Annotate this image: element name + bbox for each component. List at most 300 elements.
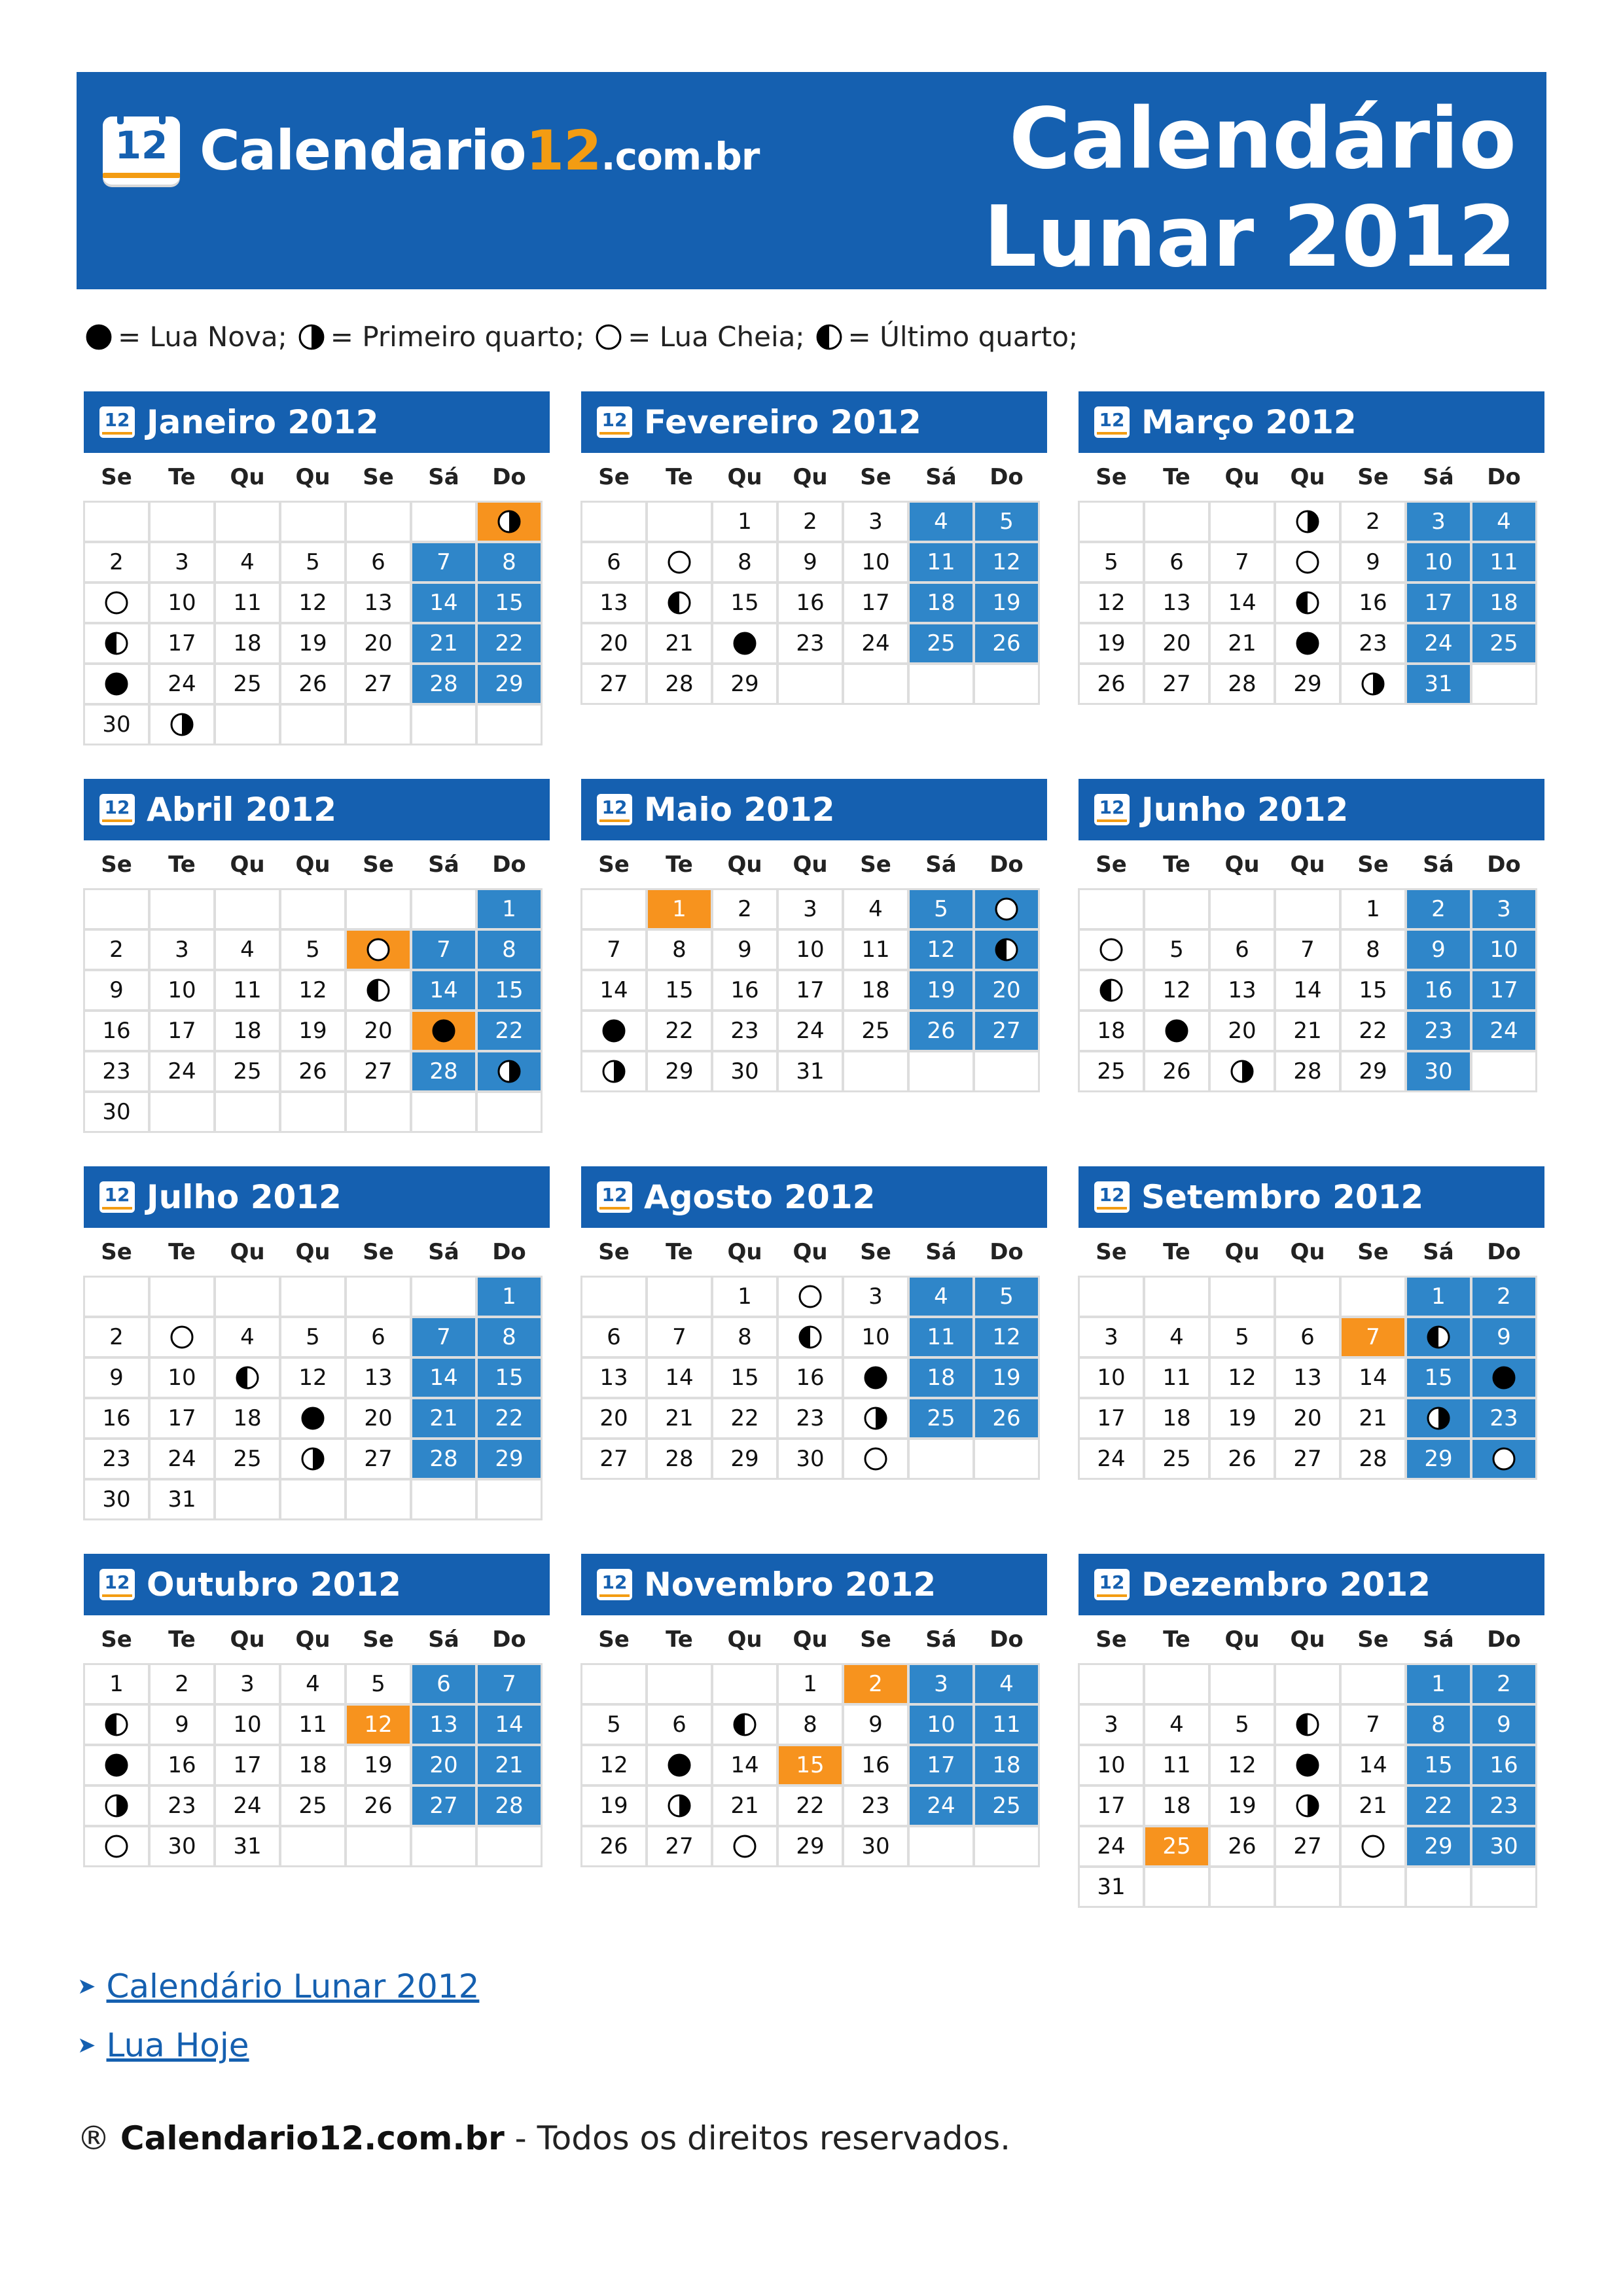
day-cell[interactable]: 3	[1080, 1318, 1143, 1356]
day-cell[interactable]: 7	[1342, 1706, 1404, 1744]
day-cell[interactable]: 29	[713, 665, 776, 703]
day-cell[interactable]: 4	[975, 1665, 1038, 1703]
day-cell[interactable]: 12	[281, 1359, 344, 1397]
day-cell[interactable]: 10	[910, 1706, 972, 1744]
day-cell[interactable]: 5	[281, 543, 344, 581]
day-cell[interactable]: 9	[1407, 931, 1470, 969]
day-cell[interactable]: 19	[1211, 1399, 1274, 1437]
day-cell[interactable]: 20	[582, 624, 645, 662]
day-cell[interactable]: 1	[478, 890, 541, 928]
day-cell[interactable]: 19	[582, 1787, 645, 1825]
day-cell[interactable]: 15	[713, 584, 776, 622]
day-cell[interactable]: 22	[648, 1012, 711, 1050]
day-cell[interactable]: 19	[1080, 624, 1143, 662]
day-cell[interactable]: 20	[975, 971, 1038, 1009]
day-cell[interactable]: 1	[648, 890, 711, 928]
day-cell[interactable]: 15	[478, 1359, 541, 1397]
day-cell[interactable]: 23	[1407, 1012, 1470, 1050]
day-cell[interactable]: 27	[347, 1440, 410, 1478]
day-cell[interactable]: 16	[779, 584, 842, 622]
day-cell[interactable]: 12	[281, 584, 344, 622]
day-cell[interactable]	[713, 624, 776, 662]
day-cell[interactable]: 25	[1080, 1052, 1143, 1090]
day-cell[interactable]: 18	[1472, 584, 1535, 622]
day-cell[interactable]: 12	[582, 1746, 645, 1784]
day-cell[interactable]	[1276, 1706, 1339, 1744]
day-cell[interactable]: 21	[1276, 1012, 1339, 1050]
day-cell[interactable]: 27	[1145, 665, 1208, 703]
day-cell[interactable]: 7	[582, 931, 645, 969]
day-cell[interactable]: 11	[975, 1706, 1038, 1744]
day-cell[interactable]	[648, 584, 711, 622]
day-cell[interactable]	[281, 1440, 344, 1478]
day-cell[interactable]: 17	[844, 584, 907, 622]
day-cell[interactable]	[975, 890, 1038, 928]
day-cell[interactable]: 26	[910, 1012, 972, 1050]
day-cell[interactable]: 2	[1472, 1278, 1535, 1316]
day-cell[interactable]: 25	[1145, 1440, 1208, 1478]
day-cell[interactable]: 10	[1080, 1359, 1143, 1397]
day-cell[interactable]: 9	[713, 931, 776, 969]
day-cell[interactable]: 20	[347, 1012, 410, 1050]
day-cell[interactable]	[85, 1706, 148, 1744]
day-cell[interactable]: 25	[975, 1787, 1038, 1825]
day-cell[interactable]: 22	[1342, 1012, 1404, 1050]
day-cell[interactable]: 23	[1342, 624, 1404, 662]
day-cell[interactable]: 28	[648, 665, 711, 703]
day-cell[interactable]	[1276, 624, 1339, 662]
day-cell[interactable]: 4	[1472, 503, 1535, 541]
day-cell[interactable]: 9	[779, 543, 842, 581]
day-cell[interactable]: 2	[1342, 503, 1404, 541]
day-cell[interactable]: 6	[582, 543, 645, 581]
day-cell[interactable]: 16	[1407, 971, 1470, 1009]
day-cell[interactable]: 23	[713, 1012, 776, 1050]
day-cell[interactable]: 18	[1145, 1787, 1208, 1825]
day-cell[interactable]: 8	[478, 931, 541, 969]
day-cell[interactable]	[1407, 1399, 1470, 1437]
day-cell[interactable]: 26	[1211, 1440, 1274, 1478]
day-cell[interactable]: 10	[844, 543, 907, 581]
day-cell[interactable]: 3	[1080, 1706, 1143, 1744]
day-cell[interactable]: 11	[1145, 1359, 1208, 1397]
day-cell[interactable]: 16	[1472, 1746, 1535, 1784]
day-cell[interactable]: 14	[412, 584, 475, 622]
day-cell[interactable]: 16	[1342, 584, 1404, 622]
day-cell[interactable]: 5	[975, 503, 1038, 541]
day-cell[interactable]: 20	[347, 1399, 410, 1437]
day-cell[interactable]: 9	[85, 971, 148, 1009]
day-cell[interactable]: 5	[1211, 1706, 1274, 1744]
day-cell[interactable]: 19	[910, 971, 972, 1009]
day-cell[interactable]: 12	[975, 1318, 1038, 1356]
day-cell[interactable]: 19	[975, 584, 1038, 622]
day-cell[interactable]: 14	[713, 1746, 776, 1784]
day-cell[interactable]: 5	[1145, 931, 1208, 969]
day-cell[interactable]: 22	[779, 1787, 842, 1825]
day-cell[interactable]: 16	[85, 1399, 148, 1437]
day-cell[interactable]: 24	[1080, 1440, 1143, 1478]
day-cell[interactable]: 21	[1342, 1787, 1404, 1825]
day-cell[interactable]: 26	[1145, 1052, 1208, 1090]
day-cell[interactable]	[779, 1318, 842, 1356]
day-cell[interactable]: 21	[412, 624, 475, 662]
day-cell[interactable]: 14	[1276, 971, 1339, 1009]
day-cell[interactable]: 1	[713, 1278, 776, 1316]
day-cell[interactable]	[1472, 1359, 1535, 1397]
day-cell[interactable]: 24	[1407, 624, 1470, 662]
day-cell[interactable]: 22	[478, 624, 541, 662]
day-cell[interactable]: 28	[478, 1787, 541, 1825]
day-cell[interactable]: 11	[216, 971, 279, 1009]
day-cell[interactable]: 3	[844, 1278, 907, 1316]
day-cell[interactable]: 17	[1472, 971, 1535, 1009]
day-cell[interactable]: 17	[1407, 584, 1470, 622]
day-cell[interactable]: 1	[1407, 1665, 1470, 1703]
day-cell[interactable]	[779, 1278, 842, 1316]
day-cell[interactable]: 24	[151, 1052, 213, 1090]
day-cell[interactable]: 15	[1342, 971, 1404, 1009]
day-cell[interactable]: 9	[1472, 1318, 1535, 1356]
day-cell[interactable]	[478, 1052, 541, 1090]
day-cell[interactable]: 30	[151, 1827, 213, 1865]
day-cell[interactable]: 15	[1407, 1359, 1470, 1397]
day-cell[interactable]: 18	[216, 1012, 279, 1050]
day-cell[interactable]: 30	[85, 1480, 148, 1518]
day-cell[interactable]: 11	[844, 931, 907, 969]
day-cell[interactable]: 5	[281, 1318, 344, 1356]
day-cell[interactable]: 21	[1211, 624, 1274, 662]
day-cell[interactable]: 26	[975, 624, 1038, 662]
day-cell[interactable]: 2	[779, 503, 842, 541]
day-cell[interactable]: 23	[151, 1787, 213, 1825]
day-cell[interactable]: 27	[582, 1440, 645, 1478]
day-cell[interactable]: 9	[1342, 543, 1404, 581]
day-cell[interactable]: 27	[1276, 1440, 1339, 1478]
day-cell[interactable]: 21	[412, 1399, 475, 1437]
day-cell[interactable]	[844, 1359, 907, 1397]
day-cell[interactable]: 9	[85, 1359, 148, 1397]
day-cell[interactable]	[151, 1318, 213, 1356]
day-cell[interactable]: 12	[910, 931, 972, 969]
day-cell[interactable]: 29	[779, 1827, 842, 1865]
day-cell[interactable]: 25	[216, 665, 279, 703]
day-cell[interactable]: 30	[713, 1052, 776, 1090]
day-cell[interactable]: 14	[412, 1359, 475, 1397]
day-cell[interactable]: 10	[1080, 1746, 1143, 1784]
day-cell[interactable]: 19	[347, 1746, 410, 1784]
day-cell[interactable]: 4	[1145, 1706, 1208, 1744]
day-cell[interactable]: 8	[1342, 931, 1404, 969]
day-cell[interactable]: 28	[412, 1052, 475, 1090]
day-cell[interactable]: 5	[1211, 1318, 1274, 1356]
day-cell[interactable]: 6	[582, 1318, 645, 1356]
day-cell[interactable]: 23	[1472, 1399, 1535, 1437]
day-cell[interactable]: 20	[347, 624, 410, 662]
day-cell[interactable]: 29	[1407, 1440, 1470, 1478]
day-cell[interactable]: 8	[713, 1318, 776, 1356]
day-cell[interactable]: 12	[975, 543, 1038, 581]
day-cell[interactable]: 25	[844, 1012, 907, 1050]
day-cell[interactable]: 15	[1407, 1746, 1470, 1784]
day-cell[interactable]: 24	[151, 1440, 213, 1478]
day-cell[interactable]: 1	[1342, 890, 1404, 928]
day-cell[interactable]: 1	[1407, 1278, 1470, 1316]
day-cell[interactable]: 3	[1407, 503, 1470, 541]
day-cell[interactable]	[1407, 1318, 1470, 1356]
day-cell[interactable]: 8	[713, 543, 776, 581]
day-cell[interactable]: 2	[844, 1665, 907, 1703]
day-cell[interactable]	[648, 543, 711, 581]
day-cell[interactable]: 13	[1276, 1359, 1339, 1397]
day-cell[interactable]: 15	[478, 584, 541, 622]
day-cell[interactable]: 16	[844, 1746, 907, 1784]
day-cell[interactable]: 10	[779, 931, 842, 969]
day-cell[interactable]: 14	[582, 971, 645, 1009]
day-cell[interactable]	[1145, 1012, 1208, 1050]
day-cell[interactable]: 19	[1211, 1787, 1274, 1825]
day-cell[interactable]: 29	[1276, 665, 1339, 703]
day-cell[interactable]: 23	[779, 624, 842, 662]
day-cell[interactable]: 29	[478, 665, 541, 703]
day-cell[interactable]: 5	[347, 1665, 410, 1703]
day-cell[interactable]: 24	[844, 624, 907, 662]
day-cell[interactable]: 2	[1407, 890, 1470, 928]
day-cell[interactable]: 27	[347, 1052, 410, 1090]
site-logo[interactable]	[103, 111, 759, 190]
day-cell[interactable]: 9	[844, 1706, 907, 1744]
day-cell[interactable]	[478, 503, 541, 541]
day-cell[interactable]: 21	[713, 1787, 776, 1825]
day-cell[interactable]	[151, 706, 213, 744]
day-cell[interactable]: 24	[910, 1787, 972, 1825]
day-cell[interactable]: 3	[910, 1665, 972, 1703]
day-cell[interactable]: 23	[85, 1440, 148, 1478]
day-cell[interactable]: 4	[216, 543, 279, 581]
day-cell[interactable]: 12	[281, 971, 344, 1009]
day-cell[interactable]: 13	[412, 1706, 475, 1744]
day-cell[interactable]: 18	[910, 1359, 972, 1397]
day-cell[interactable]: 28	[1342, 1440, 1404, 1478]
day-cell[interactable]: 22	[1407, 1787, 1470, 1825]
day-cell[interactable]: 29	[478, 1440, 541, 1478]
day-cell[interactable]: 5	[1080, 543, 1143, 581]
day-cell[interactable]	[281, 1399, 344, 1437]
day-cell[interactable]: 24	[151, 665, 213, 703]
day-cell[interactable]	[1276, 503, 1339, 541]
day-cell[interactable]: 4	[216, 931, 279, 969]
day-cell[interactable]: 10	[844, 1318, 907, 1356]
day-cell[interactable]: 16	[85, 1012, 148, 1050]
day-cell[interactable]	[648, 1746, 711, 1784]
day-cell[interactable]: 26	[1080, 665, 1143, 703]
day-cell[interactable]: 1	[779, 1665, 842, 1703]
day-cell[interactable]: 17	[1080, 1399, 1143, 1437]
day-cell[interactable]: 13	[582, 584, 645, 622]
day-cell[interactable]	[1276, 1787, 1339, 1825]
day-cell[interactable]: 7	[1276, 931, 1339, 969]
day-cell[interactable]: 31	[1407, 665, 1470, 703]
day-cell[interactable]: 6	[347, 543, 410, 581]
day-cell[interactable]: 21	[1342, 1399, 1404, 1437]
day-cell[interactable]: 4	[910, 503, 972, 541]
day-cell[interactable]	[85, 665, 148, 703]
day-cell[interactable]: 2	[85, 931, 148, 969]
day-cell[interactable]: 15	[713, 1359, 776, 1397]
day-cell[interactable]: 31	[151, 1480, 213, 1518]
day-cell[interactable]: 2	[85, 543, 148, 581]
day-cell[interactable]: 17	[779, 971, 842, 1009]
day-cell[interactable]: 26	[347, 1787, 410, 1825]
day-cell[interactable]: 23	[844, 1787, 907, 1825]
day-cell[interactable]: 13	[1211, 971, 1274, 1009]
day-cell[interactable]: 9	[151, 1706, 213, 1744]
day-cell[interactable]: 11	[910, 543, 972, 581]
day-cell[interactable]	[975, 931, 1038, 969]
day-cell[interactable]: 16	[151, 1746, 213, 1784]
day-cell[interactable]: 25	[1145, 1827, 1208, 1865]
day-cell[interactable]: 4	[281, 1665, 344, 1703]
day-cell[interactable]: 1	[85, 1665, 148, 1703]
day-cell[interactable]: 3	[151, 543, 213, 581]
day-cell[interactable]: 2	[713, 890, 776, 928]
day-cell[interactable]: 11	[216, 584, 279, 622]
day-cell[interactable]: 12	[1211, 1746, 1274, 1784]
day-cell[interactable]: 24	[216, 1787, 279, 1825]
day-cell[interactable]: 10	[151, 1359, 213, 1397]
day-cell[interactable]: 17	[151, 1012, 213, 1050]
day-cell[interactable]: 12	[1145, 971, 1208, 1009]
day-cell[interactable]: 26	[975, 1399, 1038, 1437]
day-cell[interactable]: 4	[844, 890, 907, 928]
day-cell[interactable]: 22	[478, 1012, 541, 1050]
day-cell[interactable]: 29	[1407, 1827, 1470, 1865]
day-cell[interactable]: 14	[1342, 1359, 1404, 1397]
day-cell[interactable]: 26	[281, 665, 344, 703]
day-cell[interactable]: 7	[412, 931, 475, 969]
day-cell[interactable]: 15	[779, 1746, 842, 1784]
link-calendario-lunar[interactable]: Calendário Lunar 2012	[106, 1967, 480, 2005]
day-cell[interactable]	[713, 1706, 776, 1744]
day-cell[interactable]: 11	[910, 1318, 972, 1356]
day-cell[interactable]: 17	[1080, 1787, 1143, 1825]
day-cell[interactable]: 1	[478, 1278, 541, 1316]
day-cell[interactable]: 31	[779, 1052, 842, 1090]
day-cell[interactable]: 7	[412, 1318, 475, 1356]
day-cell[interactable]: 27	[347, 665, 410, 703]
day-cell[interactable]: 19	[281, 1012, 344, 1050]
day-cell[interactable]	[1342, 665, 1404, 703]
day-cell[interactable]: 12	[347, 1706, 410, 1744]
day-cell[interactable]: 20	[1276, 1399, 1339, 1437]
day-cell[interactable]: 21	[478, 1746, 541, 1784]
day-cell[interactable]: 23	[779, 1399, 842, 1437]
day-cell[interactable]: 18	[281, 1746, 344, 1784]
day-cell[interactable]: 27	[412, 1787, 475, 1825]
day-cell[interactable]	[347, 971, 410, 1009]
day-cell[interactable]	[1342, 1827, 1404, 1865]
day-cell[interactable]: 29	[1342, 1052, 1404, 1090]
day-cell[interactable]	[347, 931, 410, 969]
day-cell[interactable]: 5	[910, 890, 972, 928]
day-cell[interactable]: 10	[1472, 931, 1535, 969]
day-cell[interactable]	[85, 584, 148, 622]
day-cell[interactable]: 23	[85, 1052, 148, 1090]
day-cell[interactable]: 22	[478, 1399, 541, 1437]
day-cell[interactable]: 7	[1342, 1318, 1404, 1356]
day-cell[interactable]: 11	[1472, 543, 1535, 581]
day-cell[interactable]: 7	[1211, 543, 1274, 581]
day-cell[interactable]: 30	[844, 1827, 907, 1865]
day-cell[interactable]: 5	[281, 931, 344, 969]
day-cell[interactable]: 15	[648, 971, 711, 1009]
day-cell[interactable]: 8	[648, 931, 711, 969]
day-cell[interactable]: 8	[478, 543, 541, 581]
day-cell[interactable]: 28	[412, 1440, 475, 1478]
day-cell[interactable]: 28	[1211, 665, 1274, 703]
day-cell[interactable]: 14	[1211, 584, 1274, 622]
day-cell[interactable]: 24	[1472, 1012, 1535, 1050]
day-cell[interactable]: 25	[910, 624, 972, 662]
day-cell[interactable]: 20	[582, 1399, 645, 1437]
day-cell[interactable]: 14	[648, 1359, 711, 1397]
day-cell[interactable]: 18	[910, 584, 972, 622]
day-cell[interactable]: 28	[412, 665, 475, 703]
day-cell[interactable]: 27	[1276, 1827, 1339, 1865]
day-cell[interactable]: 1	[713, 503, 776, 541]
day-cell[interactable]: 18	[1145, 1399, 1208, 1437]
day-cell[interactable]: 10	[151, 584, 213, 622]
day-cell[interactable]: 6	[1276, 1318, 1339, 1356]
day-cell[interactable]: 3	[844, 503, 907, 541]
day-cell[interactable]: 19	[281, 624, 344, 662]
day-cell[interactable]	[648, 1787, 711, 1825]
day-cell[interactable]: 17	[151, 1399, 213, 1437]
day-cell[interactable]	[1276, 584, 1339, 622]
day-cell[interactable]: 5	[975, 1278, 1038, 1316]
day-cell[interactable]: 29	[648, 1052, 711, 1090]
day-cell[interactable]: 18	[975, 1746, 1038, 1784]
day-cell[interactable]	[85, 1746, 148, 1784]
day-cell[interactable]: 6	[1145, 543, 1208, 581]
day-cell[interactable]: 8	[1407, 1706, 1470, 1744]
day-cell[interactable]: 11	[281, 1706, 344, 1744]
day-cell[interactable]: 30	[1472, 1827, 1535, 1865]
day-cell[interactable]: 22	[713, 1399, 776, 1437]
day-cell[interactable]	[582, 1052, 645, 1090]
day-cell[interactable]: 21	[648, 624, 711, 662]
day-cell[interactable]: 7	[648, 1318, 711, 1356]
day-cell[interactable]: 4	[910, 1278, 972, 1316]
day-cell[interactable]: 10	[1407, 543, 1470, 581]
day-cell[interactable]: 27	[975, 1012, 1038, 1050]
day-cell[interactable]: 7	[412, 543, 475, 581]
day-cell[interactable]: 28	[648, 1440, 711, 1478]
day-cell[interactable]: 3	[151, 931, 213, 969]
day-cell[interactable]: 8	[478, 1318, 541, 1356]
day-cell[interactable]: 24	[1080, 1827, 1143, 1865]
day-cell[interactable]: 3	[1472, 890, 1535, 928]
day-cell[interactable]	[412, 1012, 475, 1050]
day-cell[interactable]	[844, 1399, 907, 1437]
day-cell[interactable]	[85, 1827, 148, 1865]
day-cell[interactable]	[582, 1012, 645, 1050]
day-cell[interactable]	[1276, 543, 1339, 581]
day-cell[interactable]: 25	[281, 1787, 344, 1825]
day-cell[interactable]: 10	[151, 971, 213, 1009]
day-cell[interactable]: 17	[910, 1746, 972, 1784]
day-cell[interactable]: 7	[478, 1665, 541, 1703]
